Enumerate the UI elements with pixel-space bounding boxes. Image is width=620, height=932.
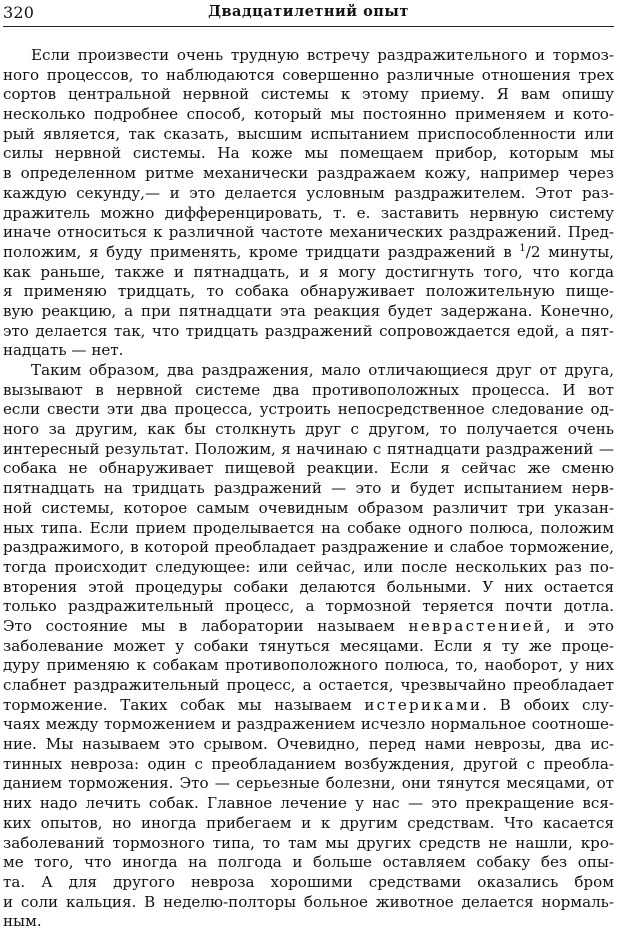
text-line (3, 519, 614, 539)
text-line (3, 282, 614, 302)
text-line (3, 735, 614, 755)
text-line (3, 164, 614, 184)
text-line (3, 774, 614, 794)
line-text: данием торможения. Это — серьезные болезни, они тянутся месяцами, от (3, 774, 614, 793)
text-line (3, 834, 614, 854)
text-line (3, 459, 614, 479)
line-text: заболеваний тормозного типа, то там мы других средств не нашли, кро- (3, 833, 614, 852)
emphasized-term: истериками (364, 695, 483, 714)
text-line (3, 302, 614, 322)
line-text: ного за другим, как бы столкнуть друг с другом, то получается очень (3, 420, 614, 439)
text-line (3, 676, 614, 696)
line-text: интересный результат. Положим, я начинаю с пятнадцати раздражений — (3, 439, 614, 458)
line-text: ной системы, которое самым очевидным образом различит три указан- (3, 498, 614, 517)
text-line (3, 597, 614, 617)
text-line (3, 715, 614, 735)
line-text: в определенном ритме механически раздражаем кожу, например через (3, 164, 614, 183)
text-line (3, 184, 614, 204)
line-text: ного процессов, то наблюдаются совершенно различные отношения трех (3, 65, 614, 84)
text-line (3, 912, 614, 932)
line-text: ние. Мы называем это срывом. Очевидно, перед нами неврозы, два ис- (3, 735, 614, 754)
line-text: Таким образом, два раздражения, мало отличающиеся друг от друга, (31, 361, 614, 379)
text-line (3, 558, 614, 578)
text-line (3, 538, 614, 558)
line-text: дуру применяю к собакам противоположного полюса, то, наоборот, у них (3, 656, 614, 675)
line-text: тинных невроза: один с преобладанием возбуждения, другой с преобла- (3, 754, 614, 773)
text-line (3, 105, 614, 125)
text-line (3, 420, 614, 440)
text-line (3, 814, 614, 834)
line-text: силы нервной системы. На коже мы помещаем прибор, которым мы (3, 144, 614, 163)
line-text: вую реакцию, а при пятнадцати эта реакция будет задержана. Конечно, (3, 301, 614, 320)
text-line (3, 263, 614, 283)
text-line (3, 400, 614, 420)
line-text: них надо лечить собак. Главное лечение у нас — это прекращение вся- (3, 794, 614, 813)
text-line (3, 637, 614, 657)
body-text (3, 46, 614, 932)
line-text: ным. (3, 912, 42, 931)
text-line (3, 341, 614, 361)
line-text-tail: /2 минуты, (525, 242, 614, 261)
line-text: ных типа. Если прием проделывается на собаке одного полюса, положим (3, 518, 614, 537)
paragraph (3, 361, 614, 932)
text-line (3, 381, 614, 401)
text-line (3, 873, 614, 893)
line-text: если свести эти два процесса, устроить непосредственное следование од- (3, 400, 614, 419)
line-text: надцать — нет. (3, 341, 124, 360)
line-text: заболевание может у собаки тянуться месяцами. Если я ту же проце- (3, 636, 614, 655)
line-text: раздражимого, в которой преобладает раздражение и слабое торможение, (3, 538, 614, 557)
text-line (3, 656, 614, 676)
line-text: вторения этой процедуры собаки делаются больными. У них остается (3, 577, 614, 596)
text-line (3, 440, 614, 460)
line-text: собака не обнаруживает пищевой реакции. Если я сейчас же сменю (3, 459, 614, 478)
running-title: Двадцатилетний опыт (208, 3, 409, 20)
text-line (3, 755, 614, 775)
line-text: слабнет раздражительный процесс, а остается, чрезвычайно преобладает (3, 676, 614, 694)
line-text: несколько подробнее способ, который мы постоянно применяем и кото- (3, 105, 614, 124)
line-text: и соли кальция. В неделю-полторы больное животное делается нормаль- (3, 892, 614, 911)
text-line (3, 144, 614, 164)
line-text: та. А для другого невроза хорошими средствами оказались бром (3, 872, 614, 891)
line-text: вызывают в нервной системе два противоположных процесса. И вот (3, 380, 614, 399)
text-line (3, 223, 614, 243)
text-line (3, 578, 614, 598)
line-text: ме того, что иногда на полгода и больше оставляем собаку без опы- (3, 853, 614, 872)
line-text: чаях между торможением и раздражением исчезло нормальное соотноше- (3, 715, 614, 734)
text-line (3, 243, 614, 263)
text-line (3, 499, 614, 519)
line-text: положим, я буду применять, кроме тридцати раздражений в (3, 242, 520, 261)
fraction-numerator: 1 (519, 242, 526, 254)
line-text: Если произвести очень трудную встречу раздражительного и тормоз- (31, 46, 614, 64)
text-line (3, 479, 614, 499)
line-text: сортов центральной нервной системы к этому приему. Я вам опишу (3, 85, 614, 104)
line-text: как раньше, также и пятнадцать, и я могу достигнуть того, что когда (3, 262, 614, 281)
text-line (3, 893, 614, 913)
line-text: только раздражительный процесс, а тормозной теряется почти дотла. (3, 597, 614, 616)
emphasized-term: неврастенией (408, 616, 546, 635)
line-text: Это состояние мы в лаборатории называем (3, 616, 409, 635)
page-number: 320 (3, 3, 35, 22)
line-text: дражитель можно дифференцировать, т. е. заставить нервную систему (3, 203, 614, 222)
text-line (3, 204, 614, 224)
line-text-tail: , и это (545, 616, 614, 635)
line-text: иначе относиться к различной частоте механических раздражений. Пред- (3, 223, 614, 242)
text-line (3, 66, 614, 86)
line-text: это делается так, что тридцать раздражений сопровождается едой, а пят- (3, 321, 614, 340)
line-text: я применяю тридцать, то собака обнаруживает положительную пище- (3, 282, 614, 301)
line-text: ких опытов, но иногда прибегаем и к другим средствам. Что касается (3, 813, 614, 832)
line-text-tail: . В обоих слу- (482, 695, 614, 714)
text-line (3, 46, 614, 66)
text-line (3, 361, 614, 381)
text-line (3, 322, 614, 342)
page-header (3, 0, 614, 27)
text-line (3, 85, 614, 105)
text-line (3, 696, 614, 716)
line-text: торможение. Таких собак мы называем (3, 695, 365, 714)
line-text: рый является, так сказать, высшим испытанием приспособленности или (3, 124, 614, 143)
text-line (3, 794, 614, 814)
text-line (3, 853, 614, 873)
line-text: пятнадцать на тридцать раздражений — это и будет испытанием нерв- (3, 479, 614, 498)
text-line (3, 125, 614, 145)
paragraph (3, 46, 614, 361)
text-line (3, 617, 614, 637)
line-text: тогда происходит следующее: или сейчас, или после нескольких раз по- (3, 557, 614, 576)
line-text: каждую секунду,— и это делается условным раздражителем. Этот раз- (3, 183, 614, 202)
